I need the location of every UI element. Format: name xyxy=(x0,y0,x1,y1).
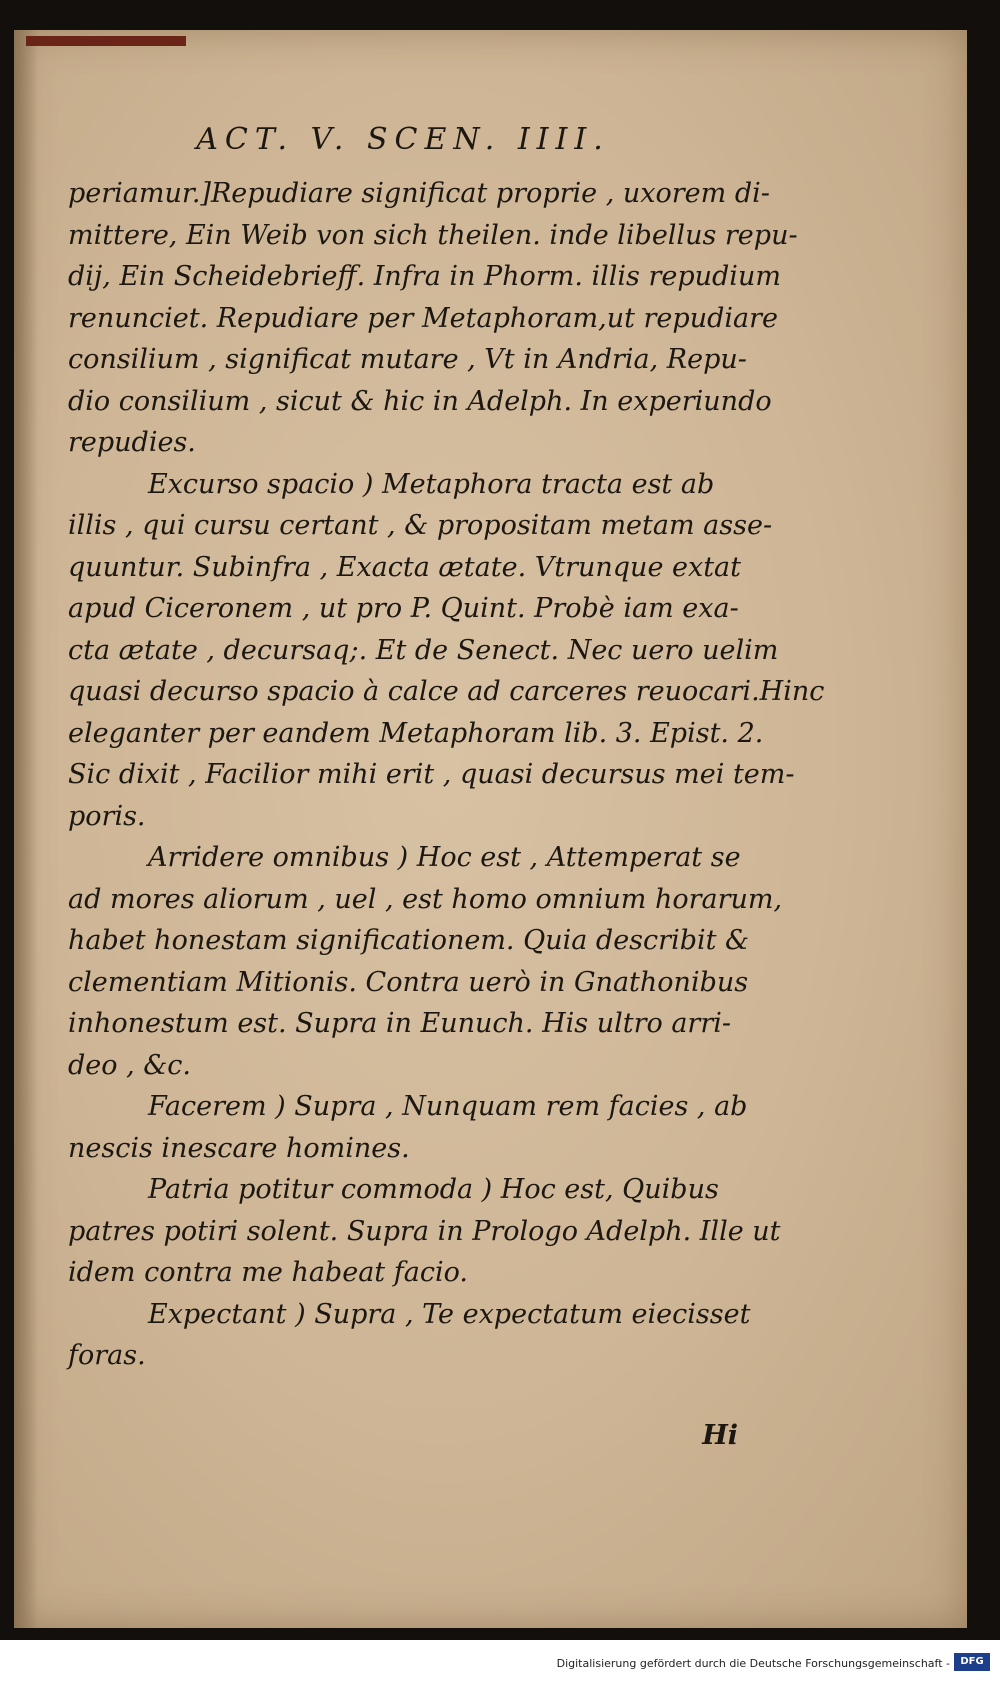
text-line: quasi decurso spacio à calce ad carceres reuocari.Hinc xyxy=(68,676,825,707)
text-line: ad mores aliorum , uel , est homo omnium horarum, xyxy=(68,883,783,915)
text-line: foras. xyxy=(68,1340,146,1371)
digitization-footer xyxy=(0,1640,1000,1699)
text-block xyxy=(68,30,825,1628)
text-line: quuntur. Subinfra , Exacta ætate. Vtrunque extat xyxy=(68,551,742,583)
text-line: nescis inescare homines. xyxy=(68,1132,410,1164)
text-line: deo , &c. xyxy=(68,1049,192,1081)
text-line: Expectant ) Supra , Te expectatum eiecisset xyxy=(148,1298,751,1330)
dfg-logo: DFG xyxy=(954,1653,990,1671)
text-line: Arridere omnibus ) Hoc est , Attemperat se xyxy=(148,842,741,873)
text-line: renunciet. Repudiare per Metaphoram,ut repudiare xyxy=(68,302,778,334)
text-line: mittere, Ein Weib von sich theilen. inde libellus repu- xyxy=(68,219,798,251)
text-line: Facerem ) Supra , Nunquam rem facies , ab xyxy=(148,1091,748,1122)
text-line: patres potiri solent. Supra in Prologo Adelph. Ille ut xyxy=(68,1215,781,1247)
text-line: idem contra me habeat facio. xyxy=(68,1257,468,1288)
page-gutter-shadow xyxy=(14,30,38,1628)
catchword: Hi xyxy=(702,1420,738,1451)
text-line: inhonestum est. Supra in Eunuch. His ultro arri- xyxy=(68,1008,731,1039)
text-line: consilium , significat mutare , Vt in Andria, Repu- xyxy=(68,344,747,375)
text-line: dij, Ein Scheidebrieff. Infra in Phorm. illis repudium xyxy=(68,261,781,292)
text-line: repudies. xyxy=(68,427,196,458)
text-line: dio consilium , sicut & hic in Adelph. In experiundo xyxy=(68,385,772,417)
text-line: habet honestam significationem. Quia describit & xyxy=(68,925,750,956)
text-line: Sic dixit , Facilior mihi erit , quasi decursus mei tem- xyxy=(68,759,795,790)
text-line: clementiam Mitionis. Contra uerò in Gnathonibus xyxy=(68,966,749,998)
book-page xyxy=(14,30,967,1628)
footer-credit: Digitalisierung gefördert durch die Deutsche Forschungsgemeinschaft - xyxy=(556,1657,950,1670)
text-line: Patria potitur commoda ) Hoc est, Quibus xyxy=(148,1174,719,1205)
text-line: cta ætate , decursaq;. Et de Senect. Nec uero uelim xyxy=(68,634,779,666)
text-line: poris. xyxy=(68,800,146,832)
text-line: illis , qui cursu certant , & propositam metam asse- xyxy=(68,510,773,541)
text-line: eleganter per eandem Metaphoram lib. 3. Epist. 2. xyxy=(68,717,764,749)
text-line: apud Ciceronem , ut pro P. Quint. Probè iam exa- xyxy=(68,593,739,624)
text-line: periamur.]Repudiare significat proprie , uxorem di- xyxy=(68,178,770,209)
text-line: Excurso spacio ) Metaphora tracta est ab xyxy=(148,468,715,500)
running-head: ACT. V. SCEN. IIII. xyxy=(196,122,610,157)
